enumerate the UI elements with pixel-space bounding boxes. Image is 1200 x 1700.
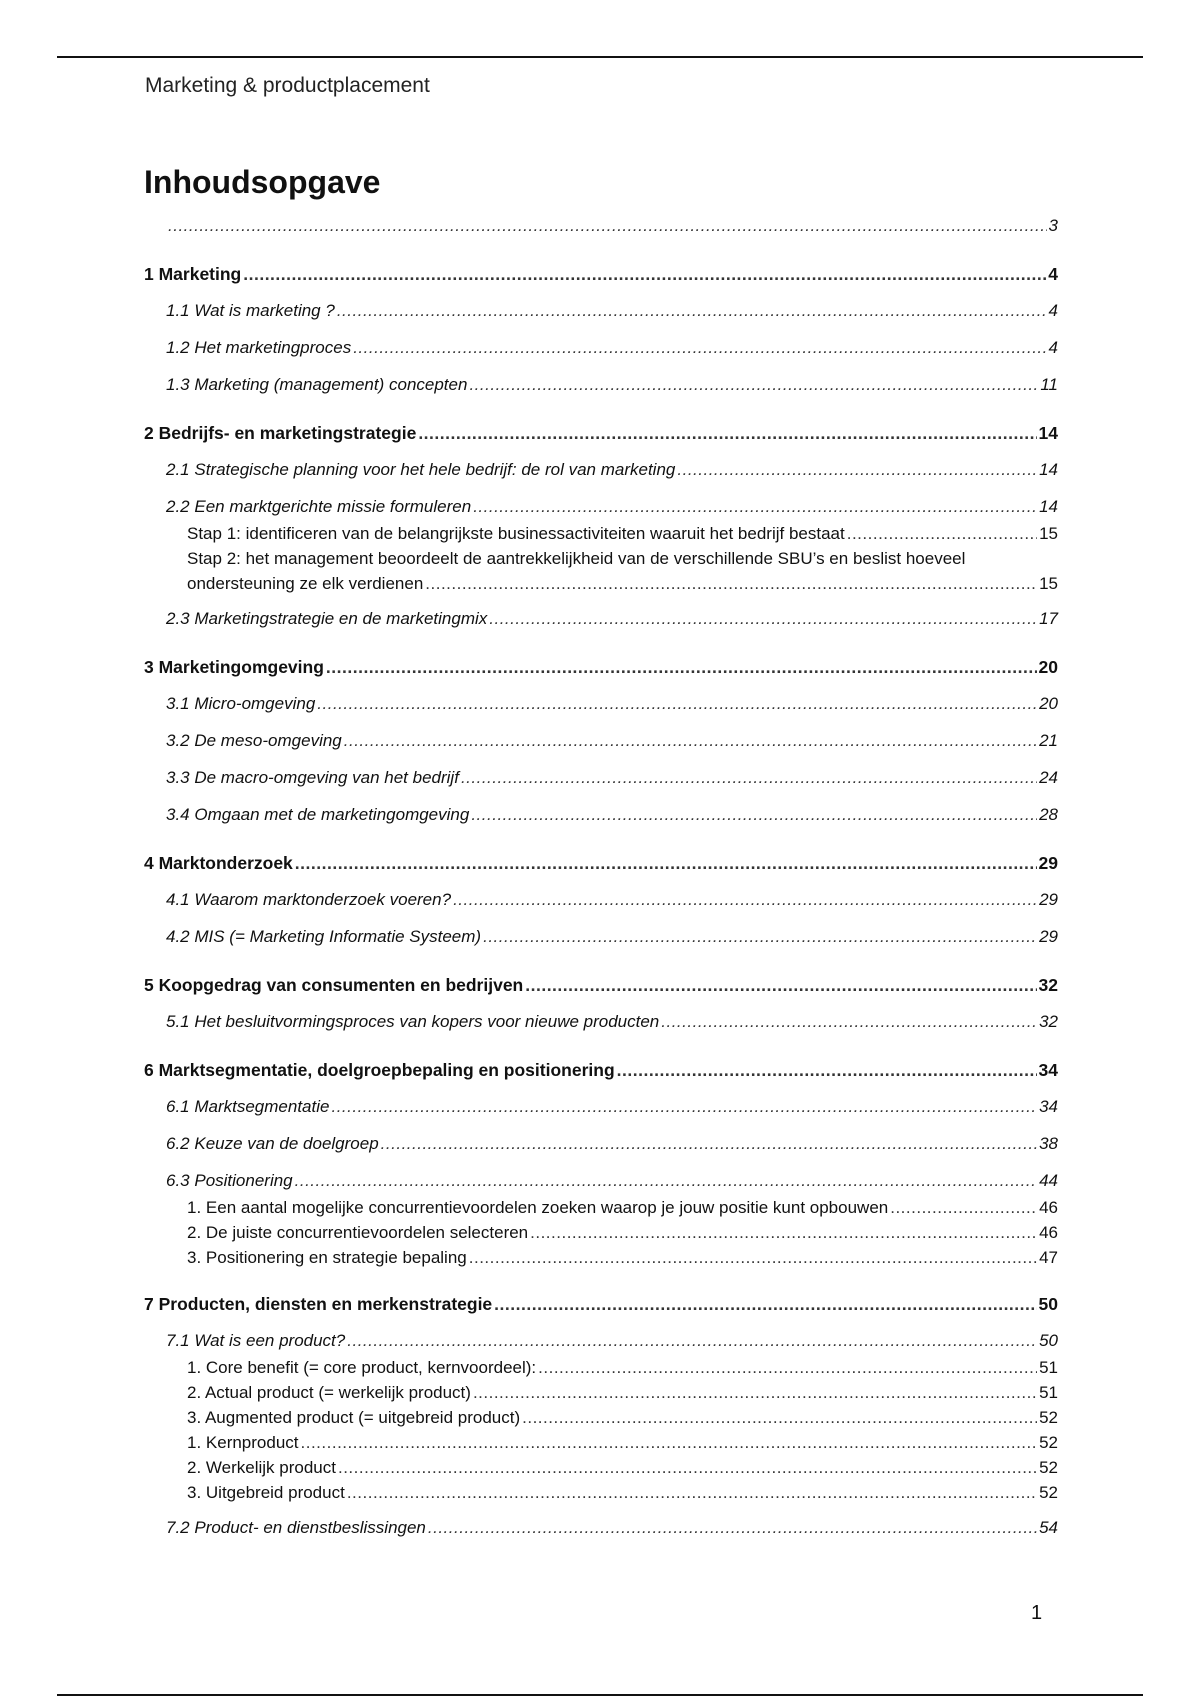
toc-entry-title: 1 Marketing [144, 264, 242, 284]
toc-entry[interactable] [144, 371, 1058, 399]
toc-entry[interactable] [144, 493, 1058, 521]
toc-dot-leader [494, 1290, 1036, 1318]
toc-dot-leader [469, 371, 1038, 399]
toc-entry-page: 52 [1039, 1458, 1058, 1477]
toc-entry-page: 20 [1038, 657, 1058, 677]
toc-entry[interactable] [144, 1480, 1058, 1505]
toc-entry-page: 34 [1039, 1097, 1058, 1116]
toc-entry[interactable] [144, 571, 1058, 596]
toc-dot-leader [344, 727, 1037, 755]
toc-dot-leader [469, 1245, 1037, 1270]
toc-dot-leader [522, 1405, 1037, 1430]
toc-dot-leader [530, 1220, 1037, 1245]
toc-entry-title: 7.2 Product- en dienstbeslissingen [166, 1518, 426, 1537]
toc-entry-title: 3.2 De meso-omgeving [166, 731, 342, 750]
toc-entry-page: 50 [1039, 1331, 1058, 1350]
toc-entry-page: 4 [1048, 338, 1058, 357]
toc-entry[interactable] [144, 1327, 1058, 1355]
toc-dot-leader [301, 1430, 1038, 1455]
toc-entry-page: 46 [1039, 1223, 1058, 1242]
toc-entry-title: 6.2 Keuze van de doelgroep [166, 1134, 379, 1153]
toc-entry-page: 20 [1039, 694, 1058, 713]
toc-entry-page: 4 [1048, 301, 1058, 320]
toc-entry[interactable] [144, 260, 1058, 288]
toc-dot-leader [337, 297, 1047, 325]
toc-dot-leader [483, 923, 1037, 951]
toc-entry-title: 2.3 Marketingstrategie en de marketingmix [166, 609, 488, 628]
toc-entry[interactable] [144, 1514, 1058, 1542]
toc-dot-leader [890, 1195, 1037, 1220]
toc-entry-title: 5.1 Het besluitvormingsproces van kopers voor nieuwe producten [166, 1012, 660, 1031]
toc-dot-leader [338, 1455, 1037, 1480]
toc-entry-title: 3. Augmented product (= uitgebreid product) [187, 1408, 521, 1427]
toc-dot-leader [168, 212, 1047, 240]
toc-entry-page: 46 [1039, 1198, 1058, 1217]
toc-dot-leader [243, 260, 1046, 288]
footer-rule [57, 1694, 1143, 1696]
toc-entry-title: 1. Core benefit (= core product, kernvoordeel): [187, 1358, 537, 1377]
toc-dot-leader [847, 521, 1037, 546]
toc-dot-leader [489, 605, 1037, 633]
toc-dot-leader [331, 1093, 1037, 1121]
toc-dot-leader [453, 886, 1037, 914]
toc-entry[interactable] [144, 653, 1058, 681]
toc-entry[interactable] [144, 727, 1058, 755]
toc-entry-title: 1.3 Marketing (management) concepten [166, 375, 468, 394]
header-title: Marketing & productplacement [145, 74, 430, 97]
toc-entry-title: 3 Marketingomgeving [144, 657, 324, 677]
toc-entry-page: 21 [1039, 731, 1058, 750]
toc-entry-title: 1.1 Wat is marketing ? [166, 301, 335, 320]
toc-entry[interactable] [144, 605, 1058, 633]
toc-entry-page: 11 [1040, 375, 1058, 394]
header-rule [57, 56, 1143, 58]
toc-entry[interactable] [144, 334, 1058, 362]
toc-dot-leader [661, 1008, 1037, 1036]
toc-entry-page: 51 [1039, 1358, 1058, 1377]
toc-entry-page: 52 [1039, 1408, 1058, 1427]
toc-entry[interactable] [144, 1430, 1058, 1455]
toc-entry-title: 5 Koopgedrag van consumenten en bedrijven [144, 975, 524, 995]
toc-entry-title: 7.1 Wat is een product? [166, 1331, 346, 1350]
toc-entry-title: 2 Bedrijfs- en marketingstrategie [144, 423, 417, 443]
toc-dot-leader [418, 419, 1036, 447]
toc-dot-leader [295, 1167, 1037, 1195]
toc-entry[interactable] [144, 1008, 1058, 1036]
toc-entry[interactable] [144, 690, 1058, 718]
toc-entry-page: 32 [1039, 1012, 1058, 1031]
toc-entry-page: 29 [1038, 853, 1058, 873]
toc-dot-leader [471, 801, 1037, 829]
toc-entry-page: 54 [1039, 1518, 1058, 1537]
toc-entry-title: 2.2 Een marktgerichte missie formuleren [166, 497, 472, 516]
toc-entry[interactable] [144, 1455, 1058, 1480]
toc-dot-leader [425, 571, 1037, 596]
toc-entry-page: 29 [1039, 890, 1058, 909]
toc-entry-title: 3. Uitgebreid product [187, 1483, 345, 1502]
toc-dot-leader [677, 456, 1037, 484]
toc-entry-page: 24 [1039, 768, 1058, 787]
toc-entry[interactable] [144, 212, 1058, 240]
toc-dot-leader [347, 1480, 1037, 1505]
toc-entry[interactable] [144, 419, 1058, 447]
toc-entry[interactable] [144, 521, 1058, 546]
toc-entry-title: 2. De juiste concurrentievoordelen selecteren [187, 1223, 529, 1242]
toc-entry[interactable] [144, 1290, 1058, 1318]
toc-entry-title: 4.1 Waarom marktonderzoek voeren? [166, 890, 452, 909]
toc-entry-page: 32 [1038, 975, 1058, 995]
toc-dot-leader [295, 849, 1037, 877]
toc-entry-page: 29 [1039, 927, 1058, 946]
toc-entry-page: 52 [1039, 1433, 1058, 1452]
toc-entry-title: 2. Werkelijk product [187, 1458, 336, 1477]
table-of-contents [144, 212, 1058, 1542]
toc-entry-page: 44 [1039, 1171, 1058, 1190]
page-number: 1 [1031, 1602, 1043, 1624]
toc-entry-title: 3.4 Omgaan met de marketingomgeving [166, 805, 470, 824]
toc-entry-title: 1. Een aantal mogelijke concurrentievoordelen zoeken waarop je jouw positie kunt opbouwen [187, 1198, 889, 1217]
toc-entry-title: 4 Marktonderzoek [144, 853, 293, 873]
toc-entry[interactable] [144, 1355, 1058, 1380]
toc-entry-page: 14 [1039, 460, 1058, 479]
toc-entry-title: Stap 1: identificeren van de belangrijkste businessactiviteiten waaruit het bedrijf bestaat [187, 524, 845, 543]
toc-entry-page: 14 [1039, 497, 1058, 516]
toc-entry-title: 1. Kernproduct [187, 1433, 299, 1452]
toc-entry[interactable] [144, 1380, 1058, 1405]
toc-dot-leader [538, 1355, 1037, 1380]
toc-entry-title: 3.1 Micro-omgeving [166, 694, 316, 713]
toc-entry-page: 14 [1038, 423, 1058, 443]
toc-entry-title: 4.2 MIS (= Marketing Informatie Systeem) [166, 927, 482, 946]
toc-entry-page: 47 [1039, 1248, 1058, 1267]
toc-entry-page: 15 [1039, 524, 1058, 543]
toc-entry[interactable] [144, 1245, 1058, 1270]
toc-entry-page: 52 [1039, 1483, 1058, 1502]
toc-entry[interactable] [144, 1056, 1058, 1084]
toc-dot-leader [353, 334, 1046, 362]
toc-entry-title: ondersteuning ze elk verdienen [187, 574, 424, 593]
toc-entry[interactable] [144, 456, 1058, 484]
toc-entry-title: 3. Positionering en strategie bepaling [187, 1248, 467, 1267]
toc-entry-title: 6.1 Marktsegmentatie [166, 1097, 330, 1116]
toc-entry-page: 3 [1048, 216, 1058, 235]
toc-entry-title: 6 Marktsegmentatie, doelgroepbepaling en positionering [144, 1060, 615, 1080]
toc-entry[interactable] [144, 1167, 1058, 1195]
toc-entry-title: 3.3 De macro-omgeving van het bedrijf [166, 768, 459, 787]
toc-entry[interactable] [144, 1405, 1058, 1430]
toc-entry[interactable] [144, 971, 1058, 999]
toc-entry-page: 51 [1039, 1383, 1058, 1402]
toc-entry-title: 6.3 Positionering [166, 1171, 293, 1190]
toc-dot-leader [473, 1380, 1037, 1405]
toc-entry[interactable] [144, 923, 1058, 951]
toc-entry-page: 50 [1038, 1294, 1058, 1314]
toc-dot-leader [326, 653, 1037, 681]
toc-dot-leader [428, 1514, 1037, 1542]
toc-entry-page: 34 [1038, 1060, 1058, 1080]
toc-entry[interactable] [144, 1130, 1058, 1158]
toc-entry[interactable] [144, 1093, 1058, 1121]
toc-entry-page: 4 [1048, 264, 1058, 284]
toc-entry[interactable] [144, 886, 1058, 914]
toc-dot-leader [347, 1327, 1037, 1355]
toc-entry-title: 2. Actual product (= werkelijk product) [187, 1383, 471, 1402]
toc-entry-title: 7 Producten, diensten en merkenstrategie [144, 1294, 493, 1314]
toc-dot-leader [461, 764, 1037, 792]
toc-entry[interactable] [144, 764, 1058, 792]
toc-entry-title: 2.1 Strategische planning voor het hele bedrijf: de rol van marketing [166, 460, 676, 479]
toc-dot-leader [617, 1056, 1037, 1084]
toc-entry-page: 28 [1039, 805, 1058, 824]
toc-dot-leader [317, 690, 1037, 718]
toc-entry[interactable] [144, 1220, 1058, 1245]
toc-dot-leader [381, 1130, 1037, 1158]
toc-entry[interactable] [144, 297, 1058, 325]
toc-entry[interactable] [144, 849, 1058, 877]
toc-entry-page: 38 [1039, 1134, 1058, 1153]
toc-entry-page: 15 [1039, 574, 1058, 593]
toc-entry-line: Stap 2: het management beoordeelt de aantrekkelijkheid van de verschillende SBU’s en beslist hoeveel [187, 549, 966, 568]
toc-entry[interactable] [144, 801, 1058, 829]
toc-dot-leader [473, 493, 1037, 521]
toc-entry[interactable] [144, 1195, 1058, 1220]
toc-entry-title: 1.2 Het marketingproces [166, 338, 352, 357]
toc-entry-page: 17 [1039, 609, 1058, 628]
toc-dot-leader [525, 971, 1036, 999]
page-title: Inhoudsopgave [144, 164, 381, 200]
